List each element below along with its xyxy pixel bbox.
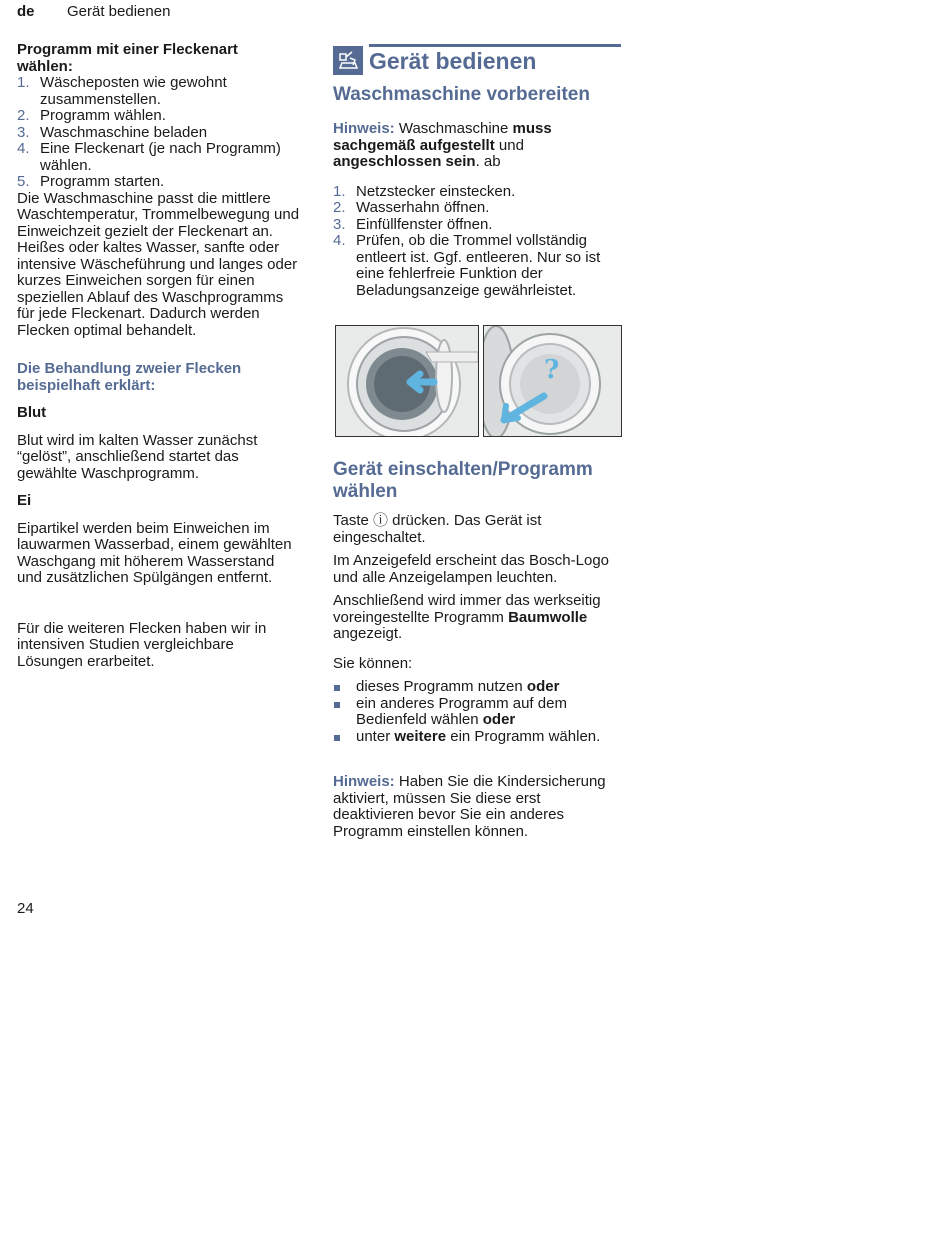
ei-text: Eipartikel werden beim Einweichen im lauwarmen Wasserbad, einem gewählten Waschgang mit höherem Wasserstand und zusätzlichen Spülgängen entfernt. [17, 519, 292, 586]
stain-description-paragraph: Die Waschmaschine passt die mittlere Waschtemperatur, Trommelbewegung und Einweichzeit gezielt der Fleckenart an. Heißes oder kaltes Wasser, sanfte oder intensive Wäscheführung und langes oder kurzes Einweichen sorgen für einen speziellen Ablauf des Waschprogramms für jede Fleckenart. Dadurch werden Flecken optimal behandelt. [17, 189, 300, 339]
options-list [333, 679, 623, 745]
power-on-heading: Gerät einschalten/Programm wählen [333, 459, 593, 502]
list-item: 4. Prüfen, ob die Trommel vollständig entleert ist. Ggf. entleeren. Nur so ist eine fehlerfreie Funktion der Beladungsanzeige gewährleistet. [333, 232, 601, 299]
list-item: 5. Programm starten. [17, 173, 165, 190]
bullet-square-icon [334, 685, 340, 691]
bullet-square-icon [334, 702, 340, 708]
ei-title: Ei [17, 492, 32, 509]
hint-install: Hinweis: Waschmaschine muss sachgemäß aufgestellt und angeschlossen sein. ab [333, 120, 552, 170]
display-text: Im Anzeigefeld erscheint das Bosch-Logo und alle Anzeigelampen leuchten. [333, 552, 609, 586]
list-item: unter weitere ein Programm wählen. [333, 729, 623, 746]
two-stains-heading: Die Behandlung zweier Flecken beispielhaft erklärt: [17, 360, 242, 394]
blut-text: Blut wird im kalten Wasser zunächst “gelöst”, anschließend startet das gewählte Waschprogramm. [17, 431, 258, 482]
title-rule [369, 44, 621, 47]
closing-text: Für die weiteren Flecken haben wir in intensiven Studien vergleichbare Lösungen erarbeitet. [17, 619, 267, 670]
options-intro: Sie können: [333, 654, 413, 672]
blut-title: Blut [17, 404, 47, 421]
default-program-text: Anschließend wird immer das werkseitig voreingestellte Programm Baumwolle angezeigt. [333, 592, 601, 642]
language-code: de [17, 3, 35, 20]
washer-operate-icon [333, 46, 363, 75]
illustration-open-door [335, 325, 479, 437]
running-header-title: Gerät bedienen [67, 3, 171, 20]
page-number: 24 [17, 900, 34, 917]
list-item: 3. Einfüllfenster öffnen. [333, 215, 493, 233]
list-item: 1. Wäscheposten wie gewohnt zusammenstellen. [17, 74, 227, 108]
prepare-steps-list [333, 184, 623, 300]
left-column [17, 42, 307, 670]
list-item: dieses Programm nutzen oder [333, 679, 623, 696]
question-mark: ? [544, 355, 560, 385]
power-on-section [333, 459, 623, 840]
bullet-square-icon [334, 735, 340, 741]
page-title: Gerät bedienen [369, 48, 537, 74]
power-on-text: Taste ⓘ drücken. Das Gerät ist eingeschaltet. [333, 512, 542, 546]
prepare-washer-heading: Waschmaschine vorbereiten [333, 84, 590, 105]
list-item: 2. Wasserhahn öffnen. [333, 199, 490, 216]
right-column [333, 84, 623, 299]
hint-child-lock: Hinweis: Haben Sie die Kindersicherung aktiviert, müssen Sie diese erst deaktivieren bevor Sie ein anderes Programm einstellen können. [333, 773, 606, 840]
stain-program-heading: Programm mit einer Fleckenart wählen: [17, 41, 238, 75]
list-item: 1. Netzstecker einstecken. [333, 182, 516, 200]
stain-steps-list [17, 75, 307, 191]
list-item: 3. Waschmaschine beladen [17, 123, 208, 141]
list-item: 2. Programm wählen. [17, 107, 166, 124]
illustration-check-drum [483, 325, 622, 437]
list-item: 4. Eine Fleckenart (je nach Programm) wählen. [17, 140, 281, 174]
list-item: ein anderes Programm auf dem Bedienfeld wählen oder [333, 696, 616, 729]
